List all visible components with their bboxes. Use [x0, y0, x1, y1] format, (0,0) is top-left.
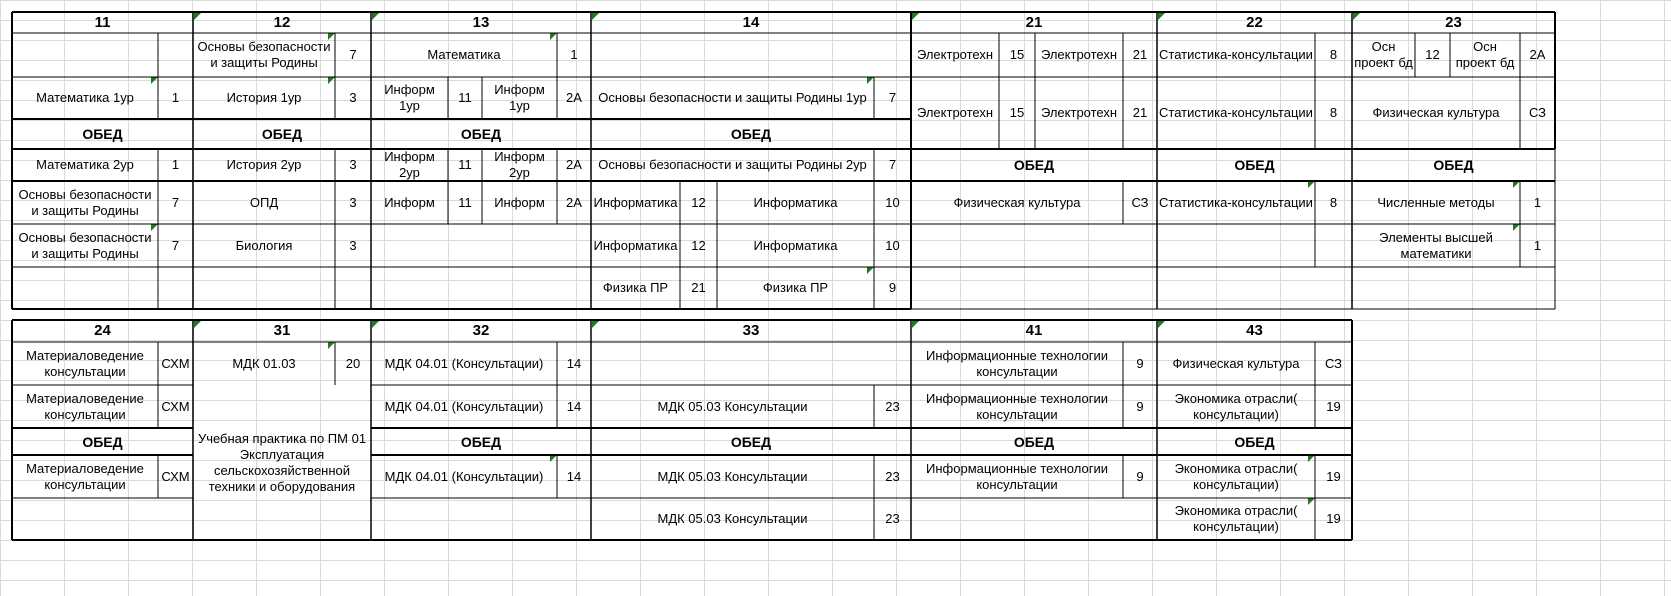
comment-marker	[550, 455, 557, 462]
lesson-cell[interactable]: Основы безопасности и защиты Родины	[18, 186, 152, 218]
lunch-cell[interactable]: ОБЕД	[261, 126, 303, 142]
comment-marker	[1158, 13, 1165, 20]
room-cell[interactable]: 1	[570, 47, 578, 62]
lesson-cell[interactable]: Основы безопасности и защиты Родины	[197, 39, 331, 70]
room-cell[interactable]: 21	[691, 280, 706, 295]
room-cell[interactable]: 9	[1136, 398, 1144, 414]
lunch-cell[interactable]: ОБЕД	[82, 433, 123, 450]
room-cell[interactable]: 11	[458, 90, 472, 105]
room-cell[interactable]: 21	[1132, 47, 1148, 62]
room-cell[interactable]: 23	[885, 511, 900, 526]
comment-marker	[372, 13, 379, 20]
comment-marker	[194, 13, 201, 20]
group-header-12[interactable]: 12	[273, 13, 291, 31]
comment-marker	[550, 33, 557, 40]
lesson-cell[interactable]: Информ	[494, 194, 545, 210]
lesson-cell[interactable]: Информатика	[753, 237, 838, 253]
lesson-cell[interactable]: История 2ур	[226, 157, 302, 172]
room-cell[interactable]: 15	[1009, 105, 1025, 120]
lesson-cell[interactable]: Основы безопасности и защиты Родины 2ур	[598, 157, 867, 172]
lesson-cell[interactable]: Информ	[384, 194, 435, 210]
comment-marker	[867, 267, 874, 274]
room-cell[interactable]: 12	[691, 237, 706, 253]
lesson-cell[interactable]: Информационные технологии консультации	[926, 390, 1108, 422]
group-header-31[interactable]: 31	[273, 322, 291, 339]
lunch-cell[interactable]: ОБЕД	[730, 433, 772, 450]
room-cell[interactable]: 1	[171, 157, 180, 172]
room-cell[interactable]: 2А	[566, 90, 582, 105]
practice-cell[interactable]: Учебная практика по ПМ 01 Эксплуатация сельскохозяйственной техники и оборудования	[197, 430, 367, 494]
comment-marker	[194, 321, 201, 328]
room-cell[interactable]: 12	[1425, 47, 1440, 62]
room-cell[interactable]: 14	[566, 355, 582, 371]
group-header-43[interactable]: 43	[1246, 322, 1263, 339]
lesson-cell[interactable]: Математика 1ур	[36, 90, 134, 105]
lunch-cell[interactable]: ОБЕД	[730, 126, 772, 142]
lesson-cell[interactable]: Материаловедение консультации	[26, 460, 144, 492]
room-cell[interactable]: 3	[349, 157, 357, 172]
group-header-32[interactable]: 32	[472, 322, 490, 339]
lesson-cell[interactable]: Биология	[235, 237, 293, 253]
room-cell[interactable]: 2А	[566, 157, 582, 172]
lesson-cell[interactable]: Материаловедение консультации	[26, 390, 144, 422]
group-header-41[interactable]: 41	[1025, 322, 1043, 339]
lesson-cell[interactable]: Осн проект бд	[1455, 39, 1515, 70]
lesson-cell[interactable]: Информатика	[593, 237, 678, 253]
lunch-cell[interactable]: ОБЕД	[1013, 433, 1055, 450]
comment-marker	[328, 342, 335, 349]
room-cell[interactable]: 23	[885, 398, 900, 414]
comment-marker	[1308, 455, 1315, 462]
room-cell[interactable]: 10	[885, 194, 900, 210]
comment-marker	[1513, 181, 1520, 188]
lesson-cell[interactable]: Экономика отрасли( консультации)	[1174, 503, 1298, 534]
lesson-cell[interactable]: Информационные технологии консультации	[926, 347, 1108, 379]
room-cell[interactable]: 8	[1329, 105, 1338, 120]
room-cell[interactable]: 8	[1329, 194, 1338, 210]
comment-marker	[912, 321, 919, 328]
comment-marker	[592, 13, 599, 20]
room-cell[interactable]: СЗ	[1324, 355, 1343, 371]
lunch-cell[interactable]: ОБЕД	[1234, 157, 1275, 173]
lesson-cell[interactable]: Информатика	[593, 194, 678, 210]
comment-marker	[867, 77, 874, 84]
lesson-cell[interactable]: Информационные технологии консультации	[926, 460, 1108, 492]
lunch-cell[interactable]: ОБЕД	[460, 126, 502, 142]
room-cell[interactable]: 19	[1326, 511, 1341, 526]
lesson-cell[interactable]: Информатика	[753, 194, 838, 210]
lesson-cell[interactable]: Экономика отрасли( консультации)	[1174, 460, 1298, 492]
lesson-cell[interactable]: ОПД	[249, 194, 279, 210]
lesson-cell[interactable]: Математика 2ур	[36, 157, 134, 172]
lesson-cell[interactable]: Статистика-консультации	[1159, 194, 1313, 210]
group-header-33[interactable]: 33	[742, 322, 760, 339]
group-header-22[interactable]: 22	[1246, 13, 1263, 31]
room-cell[interactable]: 1	[171, 90, 180, 105]
room-cell[interactable]: 11	[458, 157, 472, 172]
lesson-cell[interactable]: МДК 04.01 (Консультации)	[384, 468, 544, 484]
lesson-cell[interactable]: Экономика отрасли( консультации)	[1174, 390, 1298, 422]
room-cell[interactable]: 10	[885, 237, 900, 253]
room-cell[interactable]: 7	[349, 47, 357, 62]
lunch-cell[interactable]: ОБЕД	[1013, 157, 1055, 173]
room-cell[interactable]: 3	[349, 237, 357, 253]
lunch-cell[interactable]: ОБЕД	[460, 433, 502, 450]
lesson-cell[interactable]: МДК 05.03 Консультации	[657, 398, 808, 414]
comment-marker	[151, 77, 158, 84]
room-cell[interactable]: 2А	[566, 194, 582, 210]
room-cell[interactable]: 3	[349, 194, 357, 210]
room-cell[interactable]: 20	[345, 355, 361, 371]
lunch-cell[interactable]: ОБЕД	[82, 126, 123, 142]
lesson-cell[interactable]: Физическая культура	[953, 194, 1081, 210]
room-cell[interactable]: 1	[1533, 194, 1542, 210]
lesson-cell[interactable]: Информ 1ур	[494, 82, 545, 113]
room-cell[interactable]: СЗ	[1528, 105, 1547, 120]
lesson-cell[interactable]: Информ 2ур	[384, 149, 435, 180]
lesson-cell[interactable]: МДК 01.03	[232, 355, 296, 371]
lesson-cell[interactable]: Информ 2ур	[494, 149, 545, 180]
lesson-cell[interactable]: Электротехн	[916, 47, 994, 62]
comment-marker	[328, 33, 335, 40]
lesson-cell[interactable]: История 1ур	[226, 90, 302, 105]
lesson-cell[interactable]: Физическая культура	[1172, 355, 1300, 371]
lesson-cell[interactable]: Электротехн	[916, 105, 994, 120]
lesson-cell[interactable]: Основы безопасности и защиты Родины	[18, 229, 152, 261]
comment-marker	[1353, 13, 1360, 20]
room-cell[interactable]: 9	[888, 280, 897, 295]
comment-marker	[328, 77, 335, 84]
comment-marker	[1308, 181, 1315, 188]
room-cell[interactable]: 1	[1533, 237, 1542, 253]
room-cell[interactable]: СЗ	[1131, 194, 1149, 210]
room-cell[interactable]: 14	[566, 468, 582, 484]
group-header-23[interactable]: 23	[1445, 13, 1462, 31]
comment-marker	[151, 224, 158, 231]
group-header-11[interactable]: 11	[94, 13, 111, 31]
lunch-cell[interactable]: ОБЕД	[1433, 157, 1474, 173]
room-cell[interactable]: 14	[566, 398, 582, 414]
lesson-cell[interactable]: Осн проект бд	[1354, 39, 1413, 70]
room-cell[interactable]: 2А	[1529, 47, 1546, 62]
room-cell[interactable]: 9	[1136, 468, 1144, 484]
room-cell[interactable]: СХМ	[161, 398, 190, 414]
room-cell[interactable]: 19	[1326, 468, 1341, 484]
comment-marker	[592, 321, 599, 328]
comment-marker	[1308, 498, 1315, 505]
group-header-13[interactable]: 13	[472, 13, 490, 31]
lesson-cell[interactable]: Математика	[427, 47, 501, 62]
comment-marker	[912, 13, 919, 20]
room-cell[interactable]: 11	[458, 194, 472, 210]
lesson-cell[interactable]: МДК 04.01 (Консультации)	[384, 398, 544, 414]
lesson-cell[interactable]: Материаловедение консультации	[26, 347, 144, 379]
lesson-cell[interactable]: Основы безопасности и защиты Родины 1ур	[598, 90, 867, 105]
comment-marker	[372, 321, 379, 328]
room-cell[interactable]: 7	[888, 157, 897, 172]
lesson-cell[interactable]: МДК 05.03 Консультации	[657, 468, 808, 484]
room-cell[interactable]: 7	[171, 194, 180, 210]
lesson-cell[interactable]: Численные методы	[1377, 194, 1495, 210]
comment-marker	[1513, 224, 1520, 231]
group-header-14[interactable]: 14	[742, 13, 760, 31]
lesson-cell[interactable]: Статистика-консультации	[1159, 105, 1313, 120]
room-cell[interactable]: 8	[1329, 47, 1338, 62]
lesson-cell[interactable]: Физика ПР	[602, 280, 669, 295]
lesson-cell[interactable]: Физика ПР	[762, 280, 829, 295]
group-header-21[interactable]: 21	[1025, 13, 1043, 31]
lesson-cell[interactable]: Электротехн	[1040, 105, 1118, 120]
room-cell[interactable]: 12	[691, 194, 706, 210]
comment-marker	[1158, 321, 1165, 328]
room-cell[interactable]: 7	[171, 237, 180, 253]
lesson-cell[interactable]: Элементы высшей математики	[1379, 229, 1493, 261]
lesson-cell[interactable]: Физическая культура	[1372, 105, 1500, 120]
room-cell[interactable]: 19	[1326, 398, 1341, 414]
lesson-cell[interactable]: Статистика-консультации	[1159, 47, 1313, 62]
room-cell[interactable]: 7	[888, 90, 897, 105]
lesson-cell[interactable]: Информ 1ур	[384, 82, 435, 113]
room-cell[interactable]: 15	[1009, 47, 1025, 62]
room-cell[interactable]: СХМ	[161, 468, 190, 484]
room-cell[interactable]: 9	[1136, 355, 1144, 371]
lesson-cell[interactable]: МДК 04.01 (Консультации)	[384, 355, 544, 371]
lesson-cell[interactable]: МДК 05.03 Консультации	[657, 511, 808, 526]
room-cell[interactable]: 21	[1132, 105, 1148, 120]
room-cell[interactable]: СХМ	[161, 355, 190, 371]
room-cell[interactable]: 23	[885, 468, 900, 484]
lunch-cell[interactable]: ОБЕД	[1234, 433, 1275, 450]
group-header-24[interactable]: 24	[94, 322, 111, 339]
room-cell[interactable]: 3	[349, 90, 357, 105]
lesson-cell[interactable]: Электротехн	[1040, 47, 1118, 62]
